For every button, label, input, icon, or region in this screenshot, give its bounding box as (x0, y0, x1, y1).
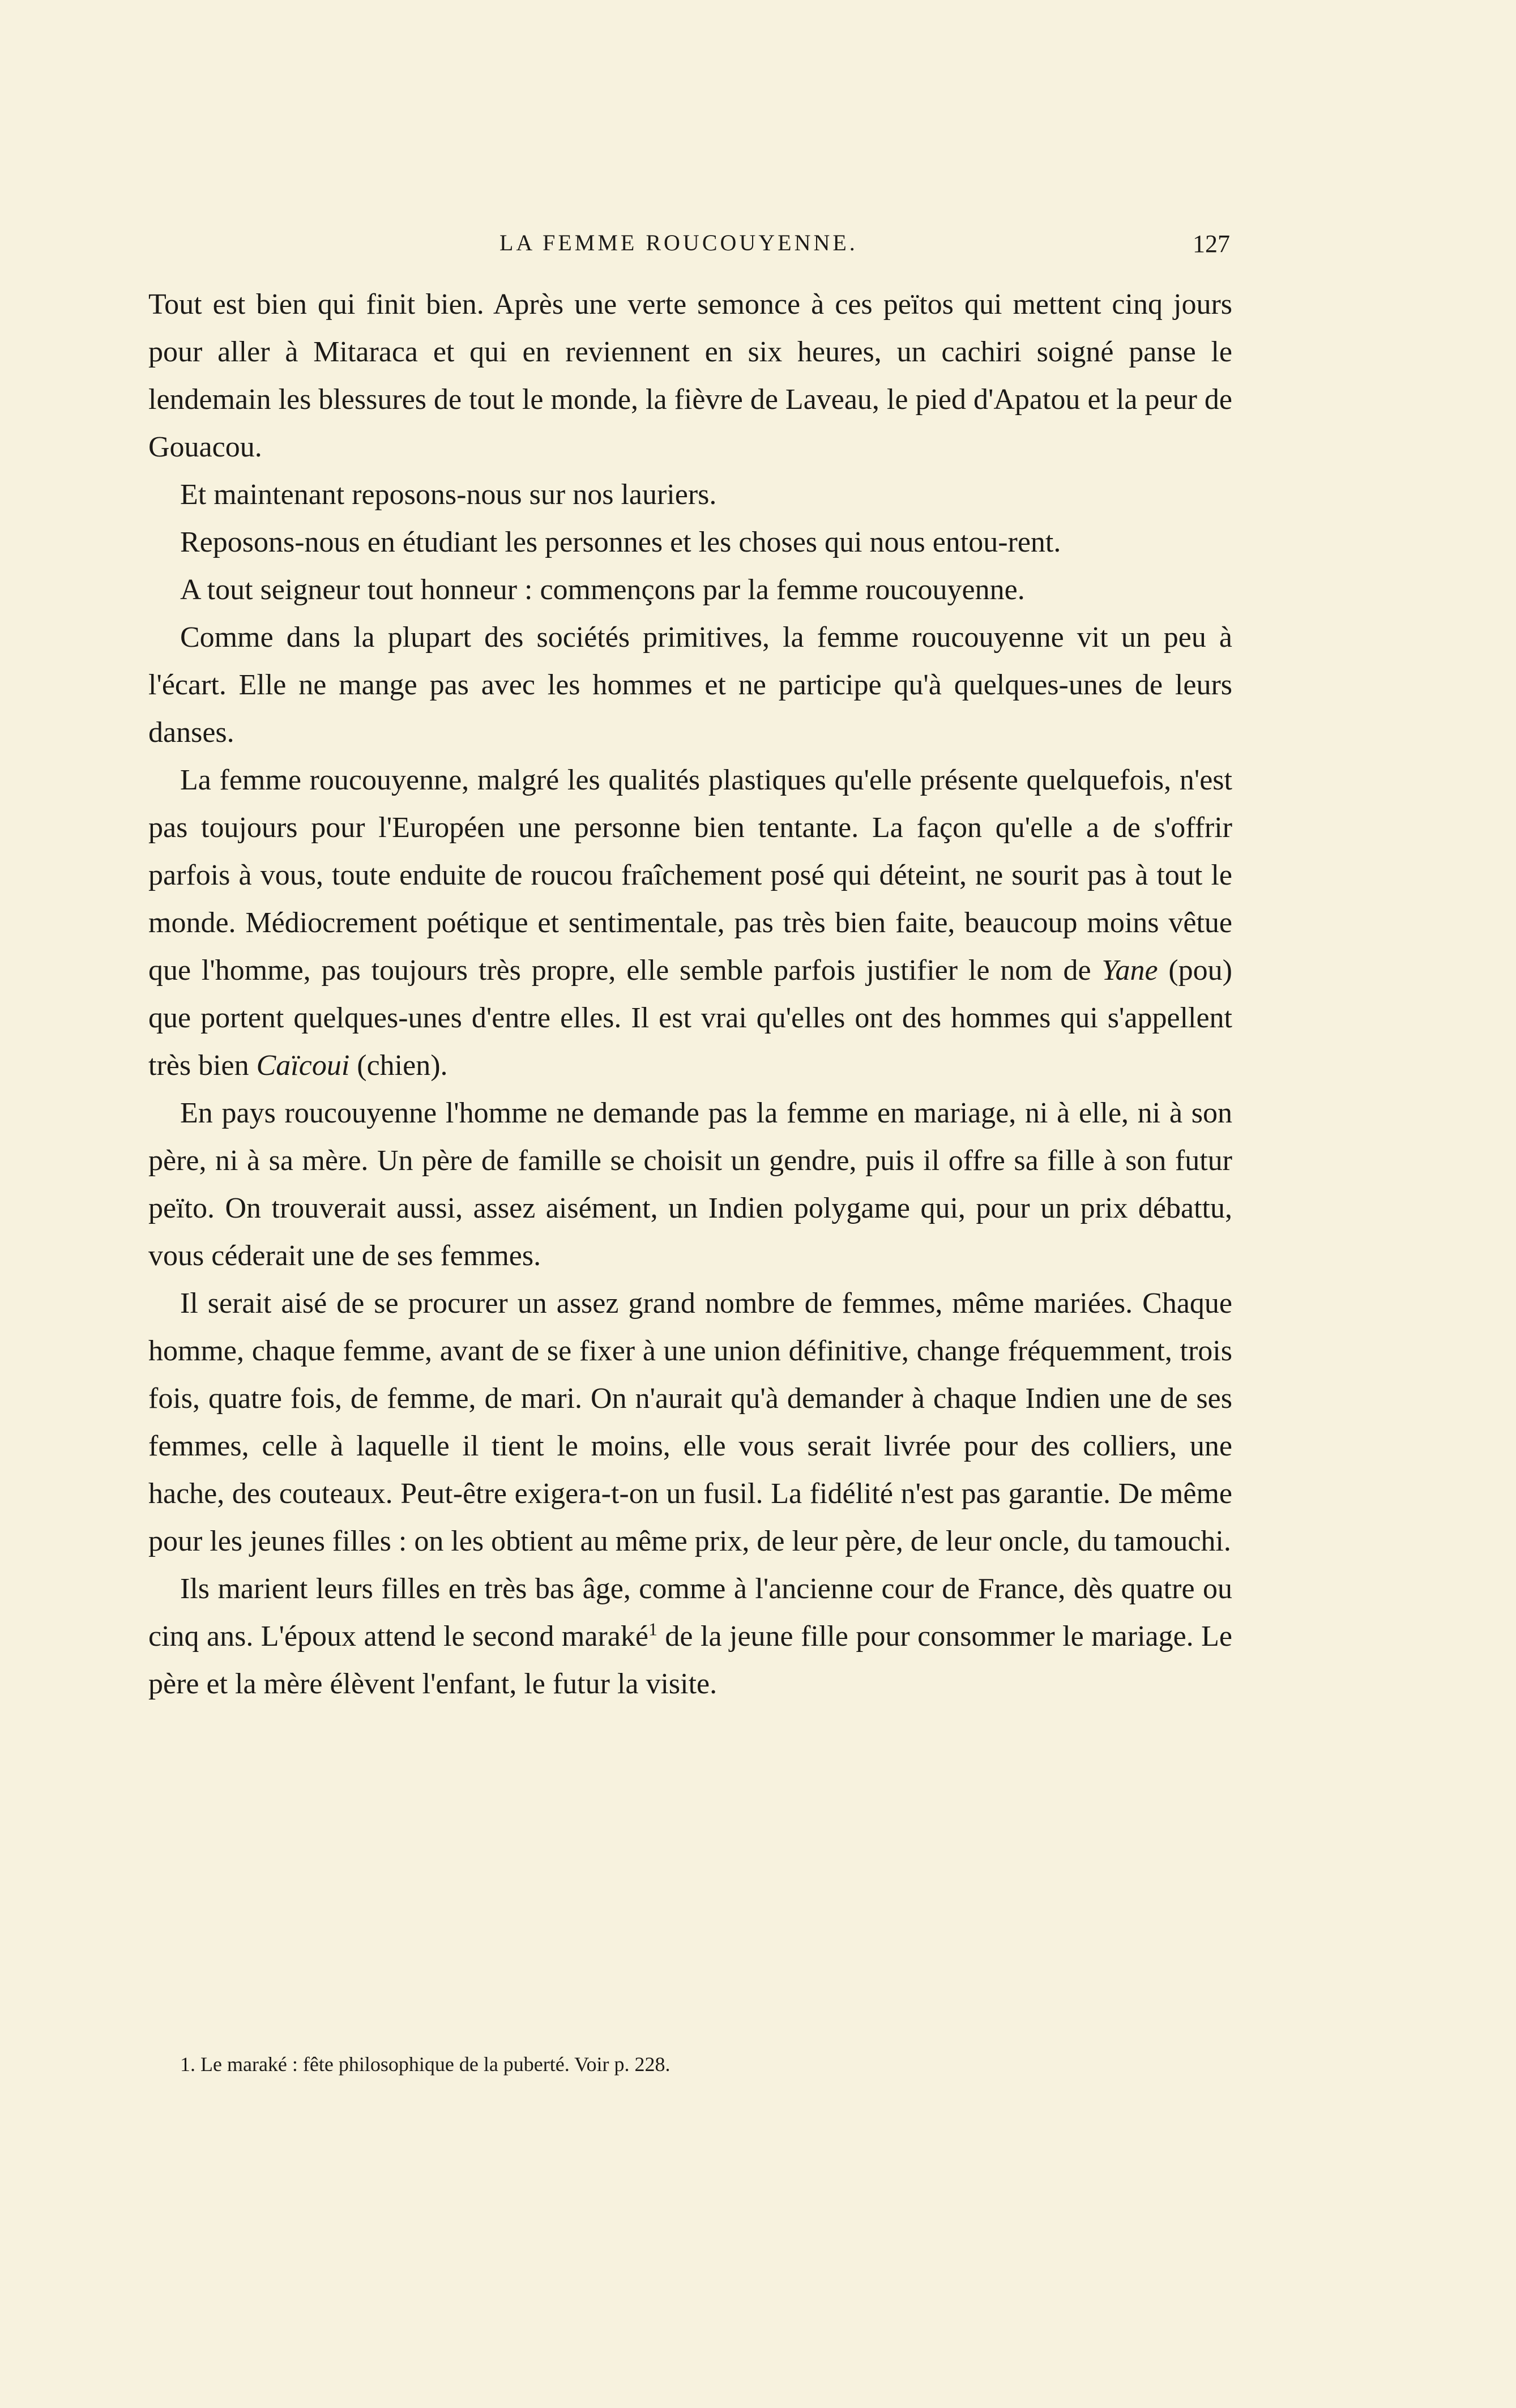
paragraph (148, 1565, 1232, 1708)
paragraph: Tout est bien qui finit bien. Après une verte semonce à ces peïtos qui mettent cinq jours pour aller à Mitaraca et qui en reviennent en six heures, un cachiri soigné panse le lendemain les blessures de tout le monde, la fièvre de Laveau, le pied d'Apatou et la peur de Gouacou. (148, 288, 1232, 463)
italic-term-yane: Yane (1101, 954, 1158, 987)
text-run: de la jeune fille pour consommer le mariage. Le père et la mère élèvent l'enfant, le futur la visite. (148, 1620, 1233, 1700)
paragraph: En pays roucouyenne l'homme ne demande pas la femme en mariage, ni à elle, ni à son père, ni à sa mère. Un père de famille se choisit un gendre, puis il offre sa fille à son futur peïto. On trouverait aussi, assez aisément, un Indien polygame qui, pour un prix débattu, vous céderait une de ses femmes. (148, 1097, 1232, 1272)
page-number: 127 (1193, 230, 1230, 258)
paragraph: Comme dans la plupart des sociétés primitives, la femme roucouyenne vit un peu à l'écart. Elle ne mange pas avec les hommes et ne participe qu'à quelques-unes de leurs danses. (148, 621, 1232, 749)
body-text (148, 281, 1232, 2014)
page-header (148, 229, 1230, 269)
paragraph: Et maintenant reposons-nous sur nos lauriers. (180, 479, 717, 511)
footnote: 1. Le maraké : fête philosophique de la puberté. Voir p. 228. (180, 2053, 671, 2076)
text-run: La femme roucouyenne, malgré les qualités plastiques qu'elle présente quelquefois, n'est pas toujours pour l'Européen une personne bien tentante. La façon qu'elle a de s'offrir parfois à vous, toute enduite de roucou fraîchement posé qui déteint, ne sourit pas à tout le monde. Médiocrement poétique et sentimentale, pas très bien faite, beaucoup moins vêtue que l'homme, pas toujours très propre, elle semble parfois justifier le nom de (148, 764, 1232, 987)
paragraph: Reposons-nous en étudiant les personnes et les choses qui nous entou-rent. (180, 526, 1061, 558)
text-run: (pou) que portent quelques-unes d'entre elles. Il est vrai qu'elles ont des hommes qui s'appellent très bien (148, 954, 1232, 1082)
paragraph (148, 757, 1232, 1090)
text-run: (chien). (349, 1049, 448, 1082)
paragraph: Il serait aisé de se procurer un assez grand nombre de femmes, même mariées. Chaque homme, chaque femme, avant de se fixer à une union définitive, change fréquemment, trois fois, quatre fois, de femme, de mari. On n'aurait qu'à demander à chaque Indien une de ses femmes, celle à laquelle il tient le moins, elle vous serait livrée pour des colliers, une hache, des couteaux. Peut-être exigera-t-on un fusil. La fidélité n'est pas garantie. De même pour les jeunes filles : on les obtient au même prix, de leur père, de leur oncle, du tamouchi. (148, 1287, 1232, 1557)
footnote-reference: 1 (648, 1619, 657, 1640)
paragraph: A tout seigneur tout honneur : commençons par la femme roucouyenne. (180, 574, 1025, 606)
text-run: Ils marient leurs filles en très bas âge, comme à l'ancienne cour de France, dès quatre ou cinq ans. L'époux attend le second maraké (148, 1573, 1232, 1653)
italic-term-caicoui: Caïcoui (256, 1049, 350, 1082)
running-title: LA FEMME ROUCOUYENNE. (499, 230, 858, 255)
